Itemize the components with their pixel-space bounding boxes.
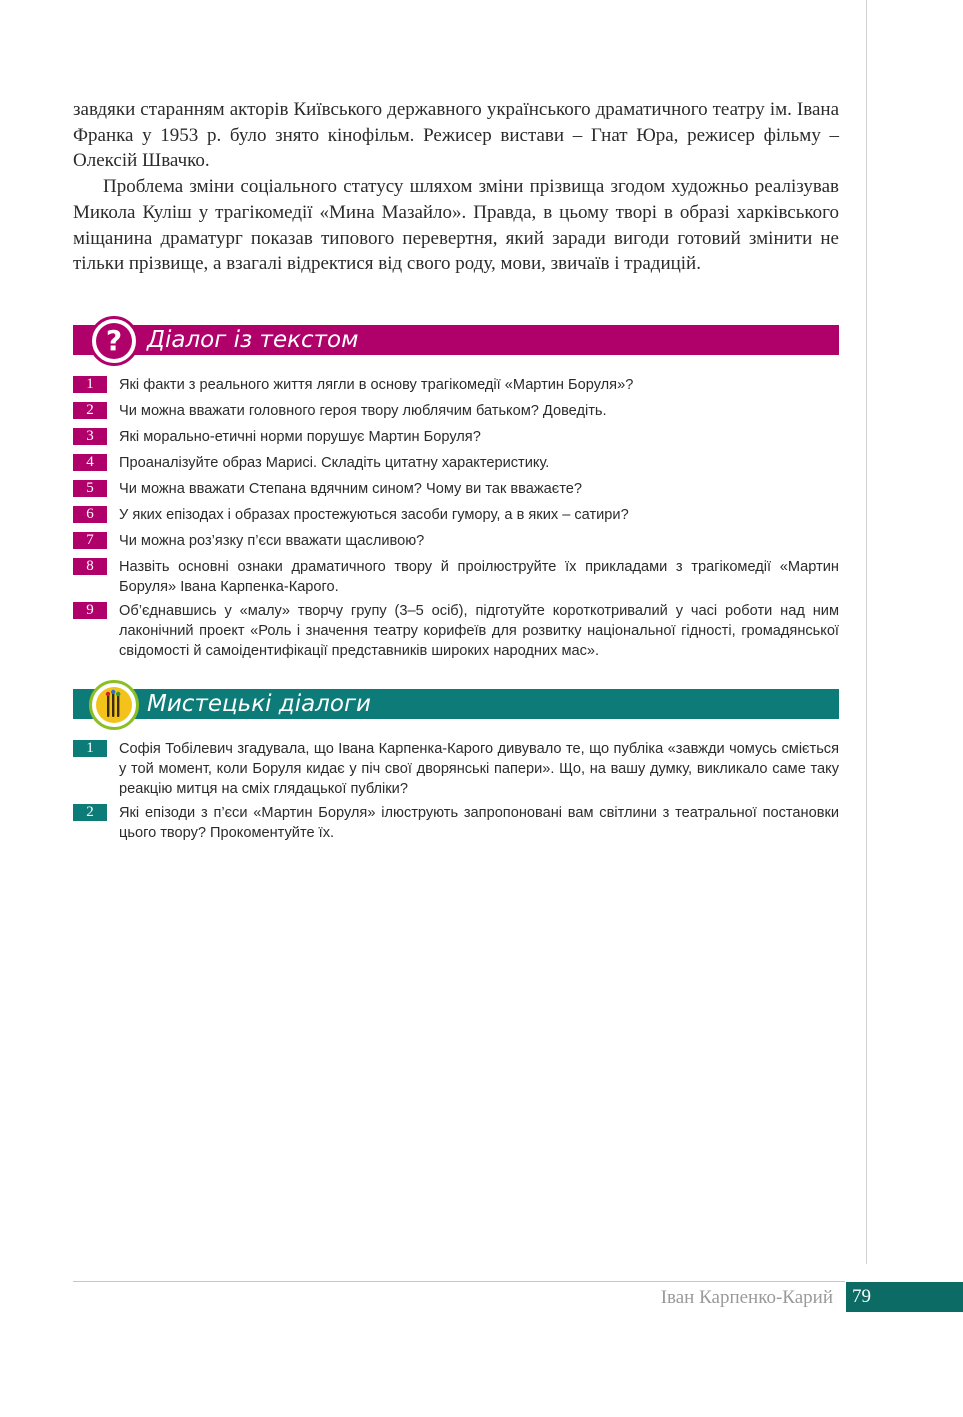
- section-header-art: [73, 689, 839, 719]
- item-text: Які епізоди з п’єси «Мартин Боруля» ілюструють запропоновані вам світлини з театральної постановки цього твору? Прокоментуйте їх.: [119, 805, 839, 841]
- section-title: Діалог із текстом: [147, 327, 359, 353]
- list-item: [73, 401, 839, 421]
- question-glyph: ?: [96, 323, 132, 359]
- paragraph: завдяки старанням акторів Київського державного українського драматичного театру ім. Івана Франка у 1953 р. було знято кінофільм. Режисер вистави – Гнат Юра, режисер фільму – Олексій Швачко.: [73, 99, 839, 172]
- list-item: [73, 427, 839, 447]
- running-title: Іван Карпенко-Карий: [660, 1287, 833, 1308]
- item-text: Чи можна роз’язку п’єси вважати щасливою?: [119, 533, 425, 549]
- item-text: Чи можна вважати Степана вдячним сином? Чому ви так вважаєте?: [119, 481, 582, 497]
- item-number: 2: [73, 402, 107, 419]
- item-number: 9: [73, 602, 107, 619]
- list-item: [73, 479, 839, 499]
- item-number: 2: [73, 804, 107, 821]
- item-text: Проаналізуйте образ Марисі. Складіть цитатну характеристику.: [119, 455, 550, 471]
- item-number: 1: [73, 376, 107, 393]
- list-item: [73, 375, 839, 395]
- item-number: 3: [73, 428, 107, 445]
- list-item: [73, 803, 839, 843]
- item-text: Об’єднавшись у «малу» творчу групу (3–5 осіб), підготуйте короткотривалий у часі роботи над ним лаконічний проект «Роль і значення театру корифеїв для розвитку національної гідності, громадянської свідомості й самоідентифікації представників широких народних мас».: [119, 603, 839, 659]
- question-icon: [89, 316, 139, 366]
- item-number: 5: [73, 480, 107, 497]
- palette-brushes-icon: [89, 680, 139, 730]
- question-list-art: [73, 739, 839, 843]
- brushes-graphic: [96, 687, 132, 723]
- footer-rule: [73, 1281, 845, 1282]
- section-header-dialog: [73, 325, 839, 355]
- item-number: 4: [73, 454, 107, 471]
- item-text: Назвіть основні ознаки драматичного твору й проілюструйте їх прикладами з трагікомедії «Мартин Боруля» Івана Карпенка-Карого.: [119, 559, 839, 595]
- page-number: 79: [846, 1282, 963, 1312]
- paragraph: Проблема зміни соціального статусу шляхом зміни прізвища згодом художньо реалізував Микола Куліш у трагікомедії «Мина Мазайло». Правда, в цьому творі в образі харківського міщанина драматург показав типового перевертня, який заради вигоди готовий змінити не тільки прізвище, а взагалі відректися від свого роду, мови, звичаїв і традицій.: [73, 176, 839, 275]
- section-title: Мистецькі діалоги: [147, 691, 371, 717]
- item-number: 6: [73, 506, 107, 523]
- item-text: Чи можна вважати головного героя твору люблячим батьком? Доведіть.: [119, 403, 607, 419]
- item-text: Софія Тобілевич згадувала, що Івана Карпенка-Карого дивувало те, що публіка «завжди чомусь сміється у той момент, коли Боруля кидає у піч свої дворянські папери». Що, на вашу думку, викликало саме таку реакцію митця на сміх глядацької публіки?: [119, 741, 839, 797]
- margin-rule: [866, 0, 867, 1264]
- list-item: [73, 557, 839, 597]
- body-text: [73, 97, 839, 277]
- list-item: [73, 531, 839, 551]
- question-list-dialog: [73, 375, 839, 661]
- list-item: [73, 601, 839, 661]
- list-item: [73, 739, 839, 799]
- item-number: 8: [73, 558, 107, 575]
- item-text: У яких епізодах і образах простежуються засоби гумору, а в яких – сатири?: [119, 507, 629, 523]
- item-number: 7: [73, 532, 107, 549]
- list-item: [73, 453, 839, 473]
- list-item: [73, 505, 839, 525]
- item-text: Які морально-етичні норми порушує Мартин Боруля?: [119, 429, 481, 445]
- item-text: Які факти з реального життя лягли в основу трагікомедії «Мартин Боруля»?: [119, 377, 634, 393]
- item-number: 1: [73, 740, 107, 757]
